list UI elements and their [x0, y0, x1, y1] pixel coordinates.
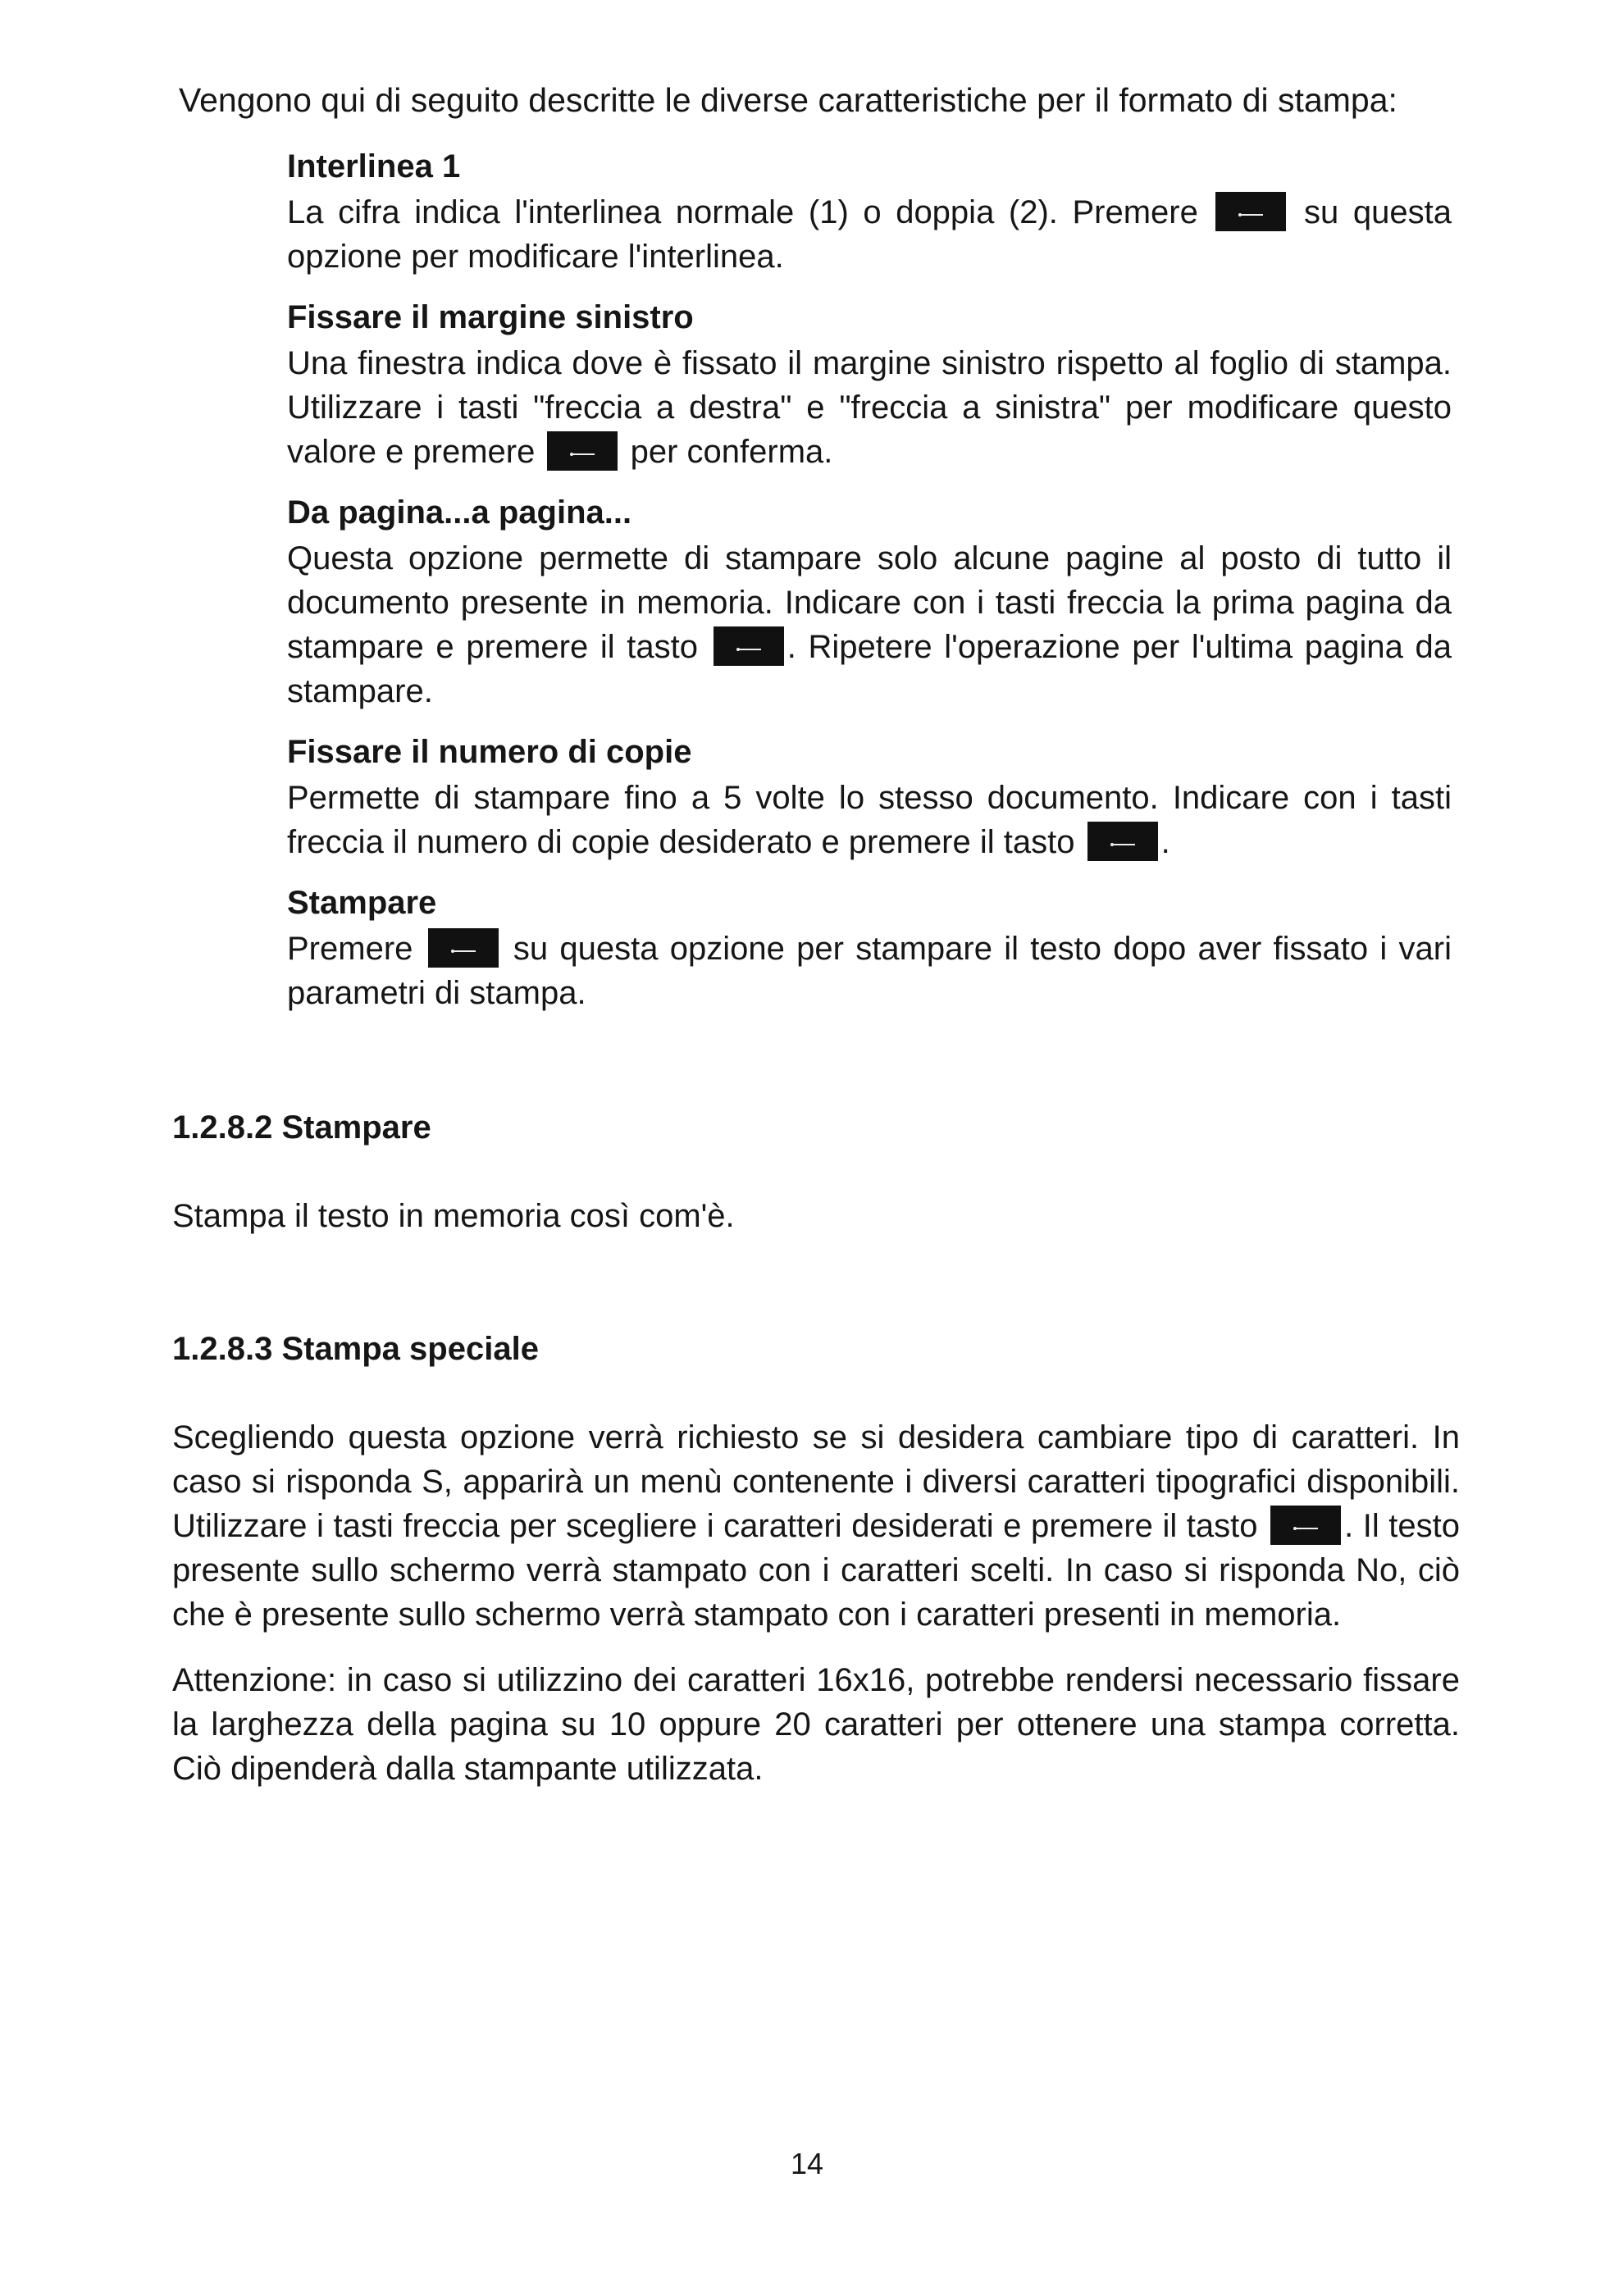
option-title: Fissare il margine sinistro — [287, 299, 694, 335]
page-number: 14 — [790, 2147, 824, 2180]
section-heading: 1.2.8.3 Stampa speciale — [172, 1331, 539, 1367]
description-text: Questa opzione permette di stampare solo alcune pagine al posto di tutto il documento presente in memoria. Indicare con i tasti freccia la prima pagina da stampare e premere il tasto — [287, 540, 1452, 665]
option-title: Fissare il numero di copie — [287, 734, 692, 770]
option-numero-copie — [287, 731, 1452, 864]
return-key-icon — [714, 626, 784, 666]
body-text: Scegliendo questa opzione verrà richiesto se si desidera cambiare tipo di caratteri. In caso si risponda S, apparirà un menù contenente i diversi caratteri tipografici disponibili. Utilizzare i tasti freccia per scegliere i caratteri desiderati e premere il tasto — [172, 1419, 1460, 1544]
option-title: Da pagina...a pagina... — [287, 494, 632, 531]
description-text: La cifra indica l'interlinea normale (1) o doppia (2). Premere — [287, 194, 1213, 230]
description-text: per conferma. — [621, 434, 833, 470]
option-interlinea — [287, 146, 1452, 279]
section-body: Stampa il testo in memoria così com'è. — [172, 1198, 735, 1234]
option-title: Stampare — [287, 885, 437, 921]
section-heading: 1.2.8.2 Stampare — [172, 1109, 431, 1146]
intro-text: Vengono qui di seguito descritte le diverse caratteristiche per il formato di stampa: — [179, 81, 1397, 119]
option-description — [287, 776, 1452, 864]
option-title: Interlinea 1 — [287, 148, 461, 184]
option-description — [287, 190, 1452, 279]
warning-text: Attenzione: in caso si utilizzino dei caratteri 16x16, potrebbe rendersi necessario fissare la larghezza della pagina su 10 oppure 20 caratteri per ottenere una stampa corretta. Ciò dipenderà dalla stampante utilizzata. — [172, 1662, 1460, 1787]
description-text: su questa opzione per modificare l'interlinea. — [287, 194, 1452, 275]
option-margine-sinistro — [287, 297, 1452, 474]
description-text: su questa opzione per stampare il testo dopo aver fissato i vari parametri di stampa. — [287, 931, 1452, 1011]
body-text: . Il testo presente sullo schermo verrà stampato con i caratteri scelti. In caso si risponda No, ciò che è presente sullo schermo verrà stampato con i caratteri presenti in memoria. — [172, 1508, 1460, 1633]
description-text: . Ripetere l'operazione per l'ultima pagina da stampare. — [287, 629, 1452, 709]
description-text: Una finestra indica dove è fissato il margine sinistro rispetto al foglio di stampa. Utilizzare i tasti "freccia a destra" e "freccia a sinistra" per modificare questo valore e premere — [287, 345, 1452, 470]
option-stampare — [287, 882, 1452, 1015]
print-format-options — [287, 146, 1452, 1033]
section-stampare — [172, 1107, 1460, 1238]
return-key-icon — [1087, 822, 1158, 861]
return-key-icon — [1215, 192, 1286, 231]
option-description — [287, 536, 1452, 713]
section-stampa-speciale — [172, 1328, 1460, 1791]
description-text: Premere — [287, 931, 425, 967]
option-description — [287, 927, 1452, 1015]
description-text: . — [1160, 824, 1170, 860]
return-key-icon — [547, 431, 618, 471]
option-da-pagina — [287, 492, 1452, 713]
return-key-icon — [428, 928, 499, 968]
section-body — [172, 1415, 1460, 1637]
description-text: Permette di stampare fino a 5 volte lo stesso documento. Indicare con i tasti freccia il numero di copie desiderato e premere il tasto — [287, 780, 1452, 860]
return-key-icon — [1270, 1506, 1341, 1545]
option-description — [287, 341, 1452, 474]
